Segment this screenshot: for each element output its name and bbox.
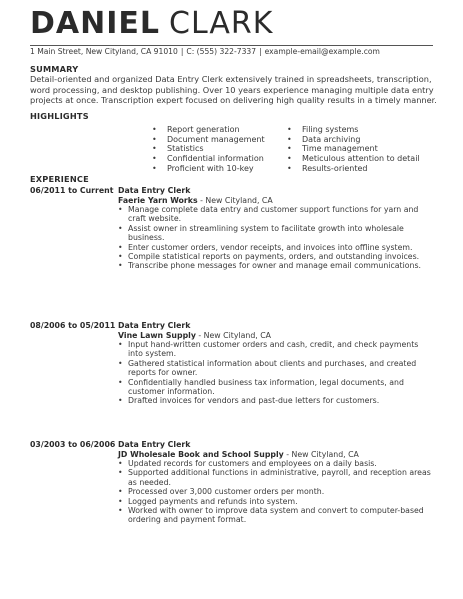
company-name: Faerie Yarn Works <box>118 195 198 205</box>
candidate-name <box>30 6 273 42</box>
list-item: • Confidentially handled business tax information, legal documents, and customer information. <box>118 378 434 397</box>
header-divider <box>30 45 433 46</box>
contact-line <box>30 47 380 57</box>
list-item: • Logged payments and refunds into system. <box>118 497 434 506</box>
job-bullets <box>118 340 434 406</box>
summary-text: Detail-oriented and organized Data Entry Clerk extensively trained in spreadsheets, transcription, word processing, and desktop publishing. Over 10 years experience managing multiple data entry projects at once. Transcription expert focused on delivering high quality results in a timely manner. <box>30 74 437 106</box>
company-name: Vine Lawn Supply <box>118 330 196 340</box>
job-title: Data Entry Clerk <box>118 186 191 195</box>
company-name: JD Wholesale Book and School Supply <box>118 449 284 459</box>
address: 1 Main Street, New Cityland, CA 91010 <box>30 47 178 56</box>
list-item: • Confidential information <box>152 154 265 164</box>
list-item: • Data archiving <box>287 135 420 145</box>
highlights-left-list <box>152 125 265 174</box>
job-company-line <box>118 331 434 341</box>
list-item: • Enter customer orders, vendor receipts, and invoices into offline system. <box>118 243 434 252</box>
list-item: • Assist owner in streamlining system to facilitate growth into wholesale business. <box>118 224 434 243</box>
email: example-email@example.com <box>264 47 380 56</box>
list-item: • Input hand-written customer orders and cash, credit, and check payments into system. <box>118 340 434 359</box>
contact-separator: | <box>180 47 184 56</box>
list-item: • Compile statistical reports on payments, orders, and outstanding invoices. <box>118 252 434 261</box>
job-dates: 06/2011 to Current <box>30 186 114 195</box>
list-item: • Gathered statistical information about clients and purchases, and created reports for owner. <box>118 359 434 378</box>
last-name: CLARK <box>169 6 274 41</box>
highlights-right-list <box>287 125 420 174</box>
list-item: • Supported additional functions in administrative, payroll, and reception areas as needed. <box>118 468 434 487</box>
list-item: • Updated records for customers and employees on a daily basis. <box>118 459 434 468</box>
list-item: • Worked with owner to improve data system and convert to computer-based ordering and payment format. <box>118 506 434 525</box>
summary-heading: SUMMARY <box>30 64 79 74</box>
job-bullets <box>118 459 434 525</box>
experience-heading: EXPERIENCE <box>30 174 89 184</box>
first-name: DANIEL <box>30 6 160 41</box>
list-item: • Drafted invoices for vendors and past-due letters for customers. <box>118 396 434 405</box>
list-item: • Meticulous attention to detail <box>287 154 420 164</box>
list-item: • Filing systems <box>287 125 420 135</box>
contact-separator: | <box>259 47 262 56</box>
job-company-line <box>118 196 434 206</box>
list-item: • Document management <box>152 135 265 145</box>
list-item: • Transcribe phone messages for owner and manage email communications. <box>118 261 434 270</box>
list-item: • Proficient with 10-key <box>152 164 265 174</box>
list-item: • Statistics <box>152 144 265 154</box>
job-title: Data Entry Clerk <box>118 440 191 449</box>
job-bullets <box>118 205 434 271</box>
job-dates: 08/2006 to 05/2011 <box>30 321 116 330</box>
company-location: - New Cityland, CA <box>195 330 272 340</box>
list-item: • Report generation <box>152 125 265 135</box>
company-location: - New Cityland, CA <box>197 195 273 205</box>
highlights-heading: HIGHLIGHTS <box>30 111 89 121</box>
list-item: • Results-oriented <box>287 164 420 174</box>
job-title: Data Entry Clerk <box>118 321 191 330</box>
list-item: • Manage complete data entry and customer support functions for yarn and craft website. <box>118 205 434 224</box>
company-location: - New Cityland, CA <box>283 449 359 459</box>
job-dates: 03/2003 to 06/2006 <box>30 440 116 449</box>
phone: C: (555) 322-7337 <box>186 47 257 56</box>
list-item: • Processed over 3,000 customer orders per month. <box>118 487 434 496</box>
list-item: • Time management <box>287 144 420 154</box>
job-company-line <box>118 450 434 460</box>
